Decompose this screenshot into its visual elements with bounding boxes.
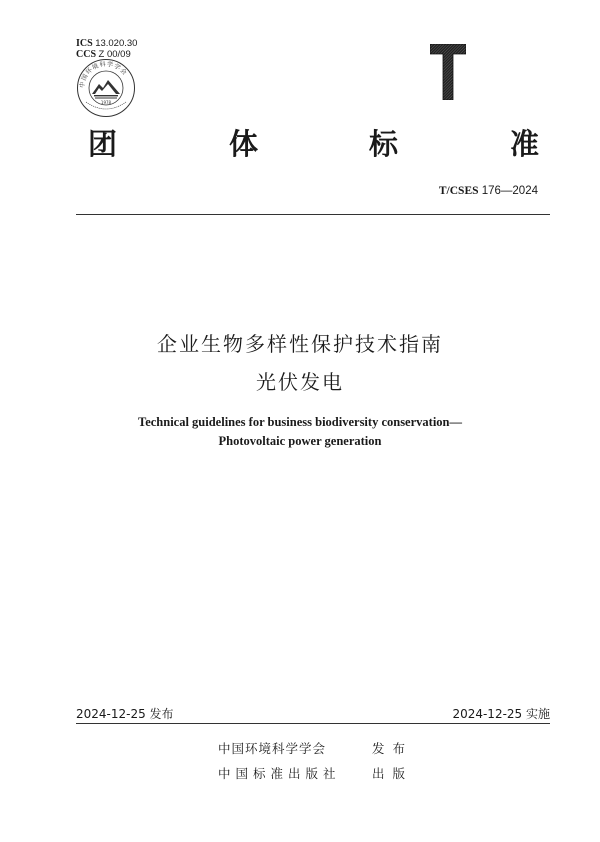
publisher-name: 中国环境科学学会 [218,741,327,756]
standard-number-prefix: T/CSES [438,185,479,197]
footer-divider [76,723,550,724]
standard-type-char: 准 [510,127,540,161]
standard-number [439,183,538,197]
title-en-line2: Photovoltaic power generation [218,434,382,448]
issue-date: 2024-12-25 发布 [76,707,174,721]
ics-label: ICS [76,38,93,49]
seal-year: 1978 [100,100,112,105]
ccs-value: Z 00/09 [98,49,131,60]
standard-type-heading [0,122,600,162]
implementation-date: 2024-12-25 实施 [452,707,550,721]
standard-number-code: 176—2024 [478,185,538,197]
title-cn-line2: 光伏发电 [256,370,344,394]
header-divider [76,214,550,215]
publisher-action: 出版 [372,766,414,781]
title-en-line1: Technical guidelines for business biodiversity conservation— [138,415,462,429]
publisher-row [0,764,600,784]
standard-type-char: 团 [88,127,118,161]
seal-arc-text: 中国环境科学学会 [78,60,129,89]
society-seal-logo [76,58,136,118]
standard-category-letter: T [447,84,449,85]
title-cn-line1: 企业生物多样性保护技术指南 [157,332,443,356]
standard-category-mark [430,44,466,100]
publisher-row [0,739,600,759]
standard-type-char: 体 [229,127,259,161]
ccs-label: CCS [76,49,97,60]
publisher-name: 中国标准出版社 [218,766,341,781]
standard-type-char: 标 [369,127,399,161]
ics-value: 13.020.30 [95,38,138,49]
publisher-action: 发布 [372,741,414,756]
